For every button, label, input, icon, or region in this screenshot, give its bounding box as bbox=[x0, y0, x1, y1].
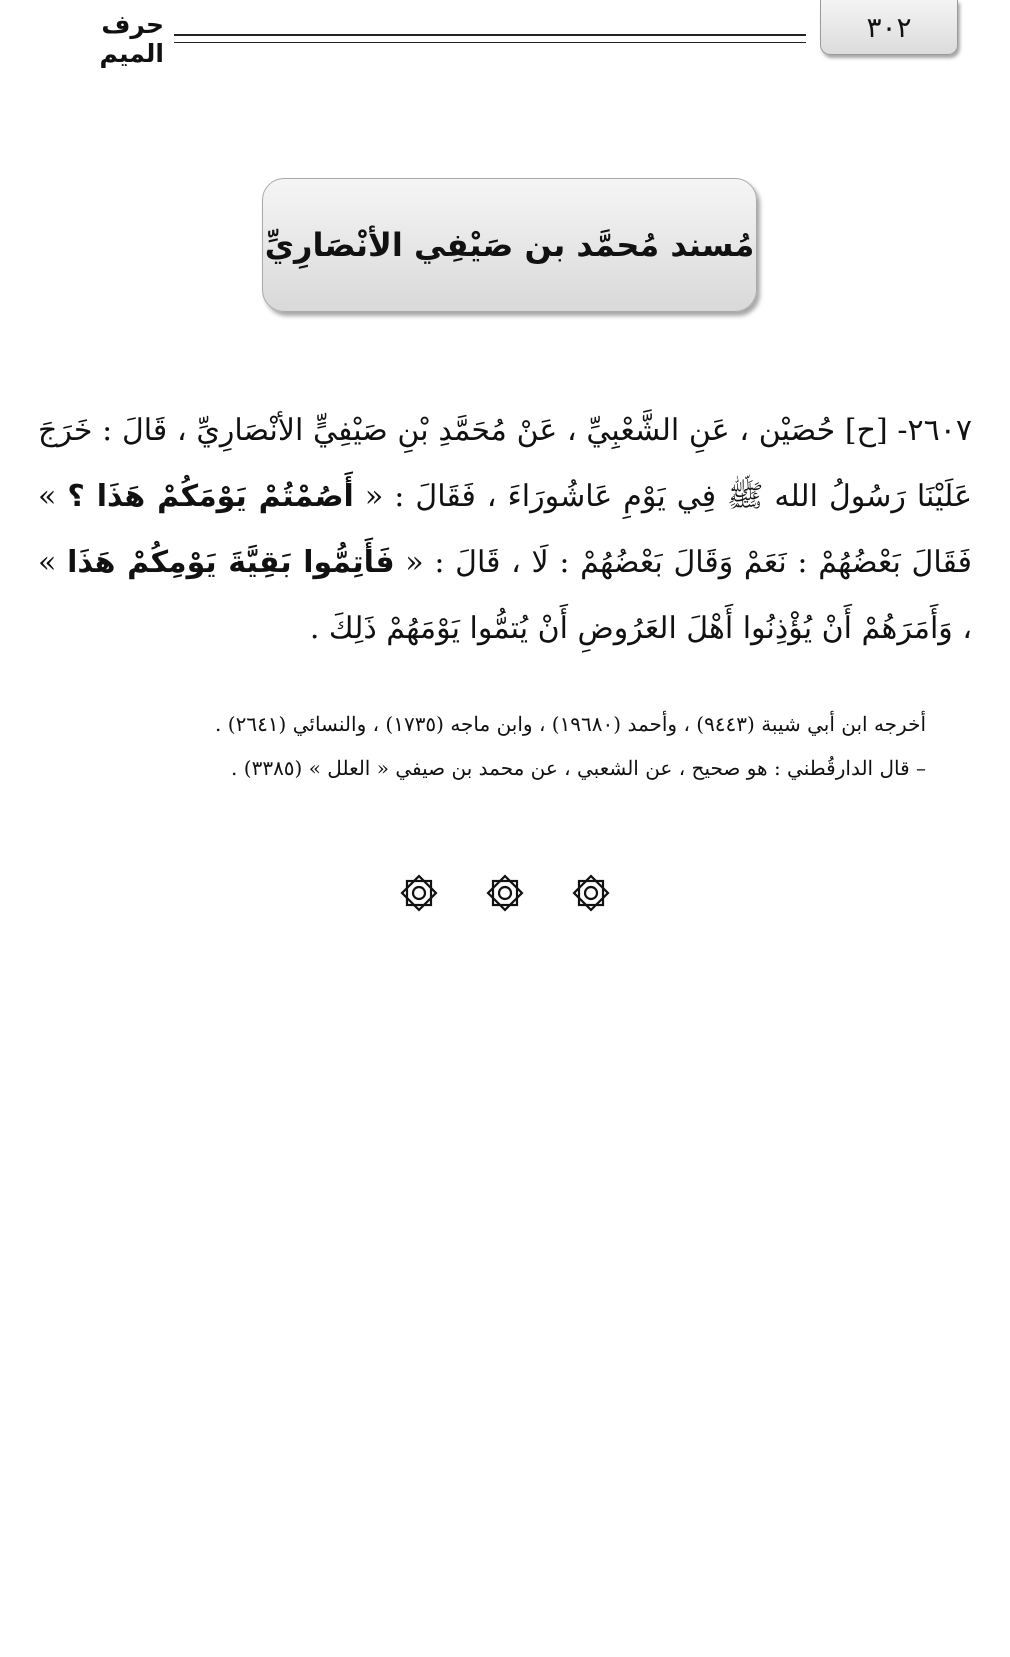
star-ornament-icon bbox=[570, 872, 612, 914]
hadith-isnad: - [ح] حُصَيْن ، عَنِ الشَّعْبِيِّ ، عَنْ مُحَمَّدِ بْنِ صَيْفِيٍّ الأنْصَارِيِّ ، قَالَ : خَرَجَ عَلَيْنَا رَسُولُ الله ﷺ فِي يَوْمِ عَاشُورَاءَ ، فَقَالَ : « bbox=[38, 413, 972, 514]
hadith-ending: » ، وَأَمَرَهُمْ أَنْ يُؤْذِنُوا أَهْلَ العَرُوضِ أَنْ يُتمُّوا يَوْمَهُمْ ذَلِكَ . bbox=[38, 545, 972, 646]
header-rule bbox=[174, 34, 806, 43]
hadith-number: ٢٦٠٧ bbox=[907, 413, 972, 448]
daraqutni-note: – قال الدارقُطني : هو صحيح ، عن الشعبي ، عن محمد بن صيفي « العلل » (٣٣٨٥) . bbox=[231, 756, 926, 780]
footnotes bbox=[100, 702, 926, 790]
page-number: ٣٠٢ bbox=[820, 0, 958, 55]
section-ornaments bbox=[0, 872, 1010, 914]
star-ornament-icon bbox=[398, 872, 440, 914]
musnad-title: مُسند مُحمَّد بن صَيْفِي الأنْصَارِيِّ bbox=[264, 226, 755, 264]
hadith-middle: » فَقَالَ بَعْضُهُمْ : نَعَمْ وَقَالَ بَعْضُهُمْ : لَا ، قَالَ : « bbox=[38, 479, 972, 580]
running-title: حرف الميم bbox=[99, 10, 164, 68]
hadith-text bbox=[38, 398, 972, 662]
star-ornament-icon bbox=[484, 872, 526, 914]
hadith-quote-2: فَأَتِمُّوا بَقِيَّةَ يَوْمِكُمْ هَذَا bbox=[67, 545, 395, 580]
page-header bbox=[38, 0, 958, 68]
musnad-title-box bbox=[262, 178, 757, 312]
takhrij-note: أخرجه ابن أبي شيبة (٩٤٤٣) ، وأحمد (١٩٦٨٠) ، وابن ماجه (١٧٣٥) ، والنسائي (٢٦٤١) . bbox=[215, 712, 926, 736]
hadith-quote-1: أَصُمْتُمْ يَوْمَكُمْ هَذَا ؟ bbox=[67, 479, 354, 514]
